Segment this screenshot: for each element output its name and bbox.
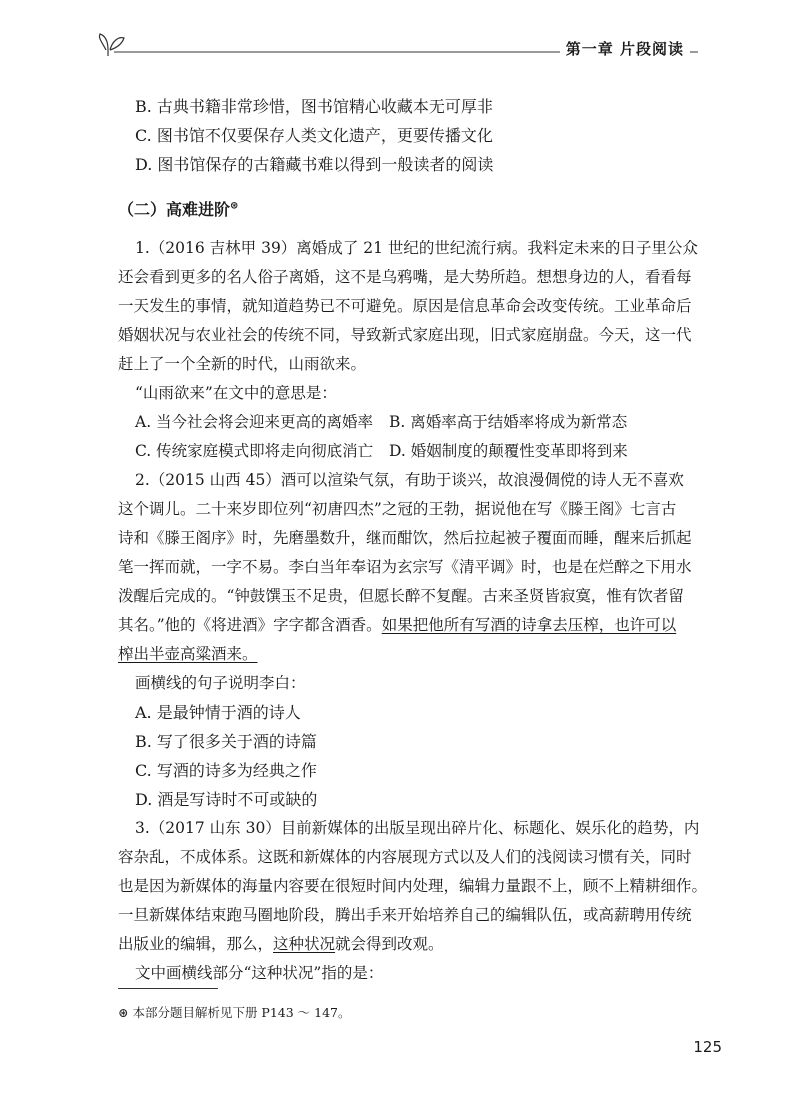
footnote-mark: ⊛ bbox=[230, 200, 239, 212]
footnote: ⊛ 本部分题目解析见下册 P143 ～ 147。 bbox=[118, 1005, 351, 1020]
q2-line-6-plain: 其名。”他的《将进酒》字字都含酒香。 bbox=[118, 616, 382, 634]
prev-option-c: C. 图书馆不仅要保存人类文化遗产，更要传播文化 bbox=[135, 126, 493, 145]
q2-line-2: 这个调儿。二十来岁即位列“初唐四杰”之冠的王勃，据说他在写《滕王阁》七言古 bbox=[118, 500, 677, 518]
q1-option-a: A. 当今社会将会迎来更高的离婚率 bbox=[135, 413, 374, 431]
q2-option-a: A. 是最钟情于酒的诗人 bbox=[135, 703, 301, 722]
footnote-rule bbox=[118, 988, 218, 989]
q2-line-6 bbox=[118, 613, 698, 635]
q3-line-1: 3.（2017 山东 30）目前新媒体的出版呈现出碎片化、标题化、娱乐化的趋势，内 bbox=[135, 819, 700, 837]
q3-line-3: 也是因为新媒体的海量内容要在很短时间内处理，编辑力量跟不上，顾不上精耕细作。 bbox=[118, 877, 708, 895]
q1-options-row-2 bbox=[135, 439, 695, 461]
chapter-title: 第一章 片段阅读 bbox=[560, 38, 690, 59]
q3-prompt: 文中画横线部分“这种状况”指的是： bbox=[135, 964, 384, 982]
sprout-icon bbox=[99, 34, 124, 56]
q2-option-d: D. 酒是写诗时不可或缺的 bbox=[135, 790, 318, 809]
q2-underlined-sentence: 如果把他所有写酒的诗拿去压榨，也许可以 bbox=[381, 616, 677, 634]
q3-line-5-start: 出版业的编辑，那么， bbox=[118, 935, 274, 953]
q1-line-5: 赶上了一个全新的时代，山雨欲来。 bbox=[118, 355, 367, 373]
q2-underlined-sentence-end: 榨出半壶高粱酒来。 bbox=[118, 645, 258, 663]
q3-underlined-phrase: 这种状况 bbox=[273, 935, 336, 953]
q2-option-c: C. 写酒的诗多为经典之作 bbox=[135, 761, 317, 780]
section-title-text: （二）高难进阶 bbox=[118, 200, 231, 219]
q1-options-row-1 bbox=[135, 410, 695, 432]
q2-option-b: B. 写了很多关于酒的诗篇 bbox=[135, 732, 317, 751]
q2-line-5: 泼醒后完成的。“钟鼓馔玉不足贵，但愿长醉不复醒。古来圣贤皆寂寞，惟有饮者留 bbox=[118, 587, 684, 605]
q3-line-2: 容杂乱，不成体系。这既和新媒体的内容展现方式以及人们的浅阅读习惯有关，同时 bbox=[118, 848, 692, 866]
q3-line-4: 一旦新媒体结束跑马圈地阶段，腾出手来开始培养自己的编辑队伍，或高薪聘用传统 bbox=[118, 906, 692, 924]
q1-line-3: 一天发生的事情，就知道趋势已不可避免。原因是信息革命会改变传统。工业革命后 bbox=[118, 297, 692, 315]
q1-option-c: C. 传统家庭模式即将走向彻底消亡 bbox=[135, 442, 374, 460]
page-number: 125 bbox=[693, 1038, 722, 1056]
q1-option-b: B. 离婚率高于结婚率将成为新常态 bbox=[389, 413, 628, 431]
q3-line-5 bbox=[118, 932, 698, 954]
q2-line-7 bbox=[118, 642, 698, 664]
prev-option-d: D. 图书馆保存的古籍藏书难以得到一般读者的阅读 bbox=[135, 155, 494, 174]
section-title bbox=[118, 197, 238, 220]
q1-line-1: 1.（2016 吉林甲 39）离婚成了 21 世纪的世纪流行病。我料定未来的日子里公众 bbox=[135, 239, 698, 257]
q3-line-5-end: 就会得到改观。 bbox=[335, 935, 444, 953]
prev-option-b: B. 古典书籍非常珍惜，图书馆精心收藏本无可厚非 bbox=[135, 97, 493, 116]
running-header bbox=[98, 30, 700, 60]
q1-prompt: “山雨欲来”在文中的意思是： bbox=[135, 384, 337, 402]
q2-line-1: 2.（2015 山西 45）酒可以渲染气氛，有助于谈兴，故浪漫倜傥的诗人无不喜欢 bbox=[135, 471, 684, 489]
q1-line-2: 还会看到更多的名人俗子离婚，这不是乌鸦嘴，是大势所趋。想想身边的人，看看每 bbox=[118, 268, 692, 286]
q2-line-4: 笔一挥而就，一字不易。李白当年奉诏为玄宗写《清平调》时，也是在烂醉之下用水 bbox=[118, 558, 692, 576]
q2-line-3: 诗和《滕王阁序》时，先磨墨数升，继而酣饮，然后拉起被子覆面而睡，醒来后抓起 bbox=[118, 529, 692, 547]
q2-prompt: 画横线的句子说明李白： bbox=[135, 674, 306, 692]
q1-option-d: D. 婚姻制度的颠覆性变革即将到来 bbox=[389, 442, 628, 460]
q1-line-4: 婚姻状况与农业社会的传统不同，导致新式家庭出现，旧式家庭崩盘。今天，这一代 bbox=[118, 326, 692, 344]
